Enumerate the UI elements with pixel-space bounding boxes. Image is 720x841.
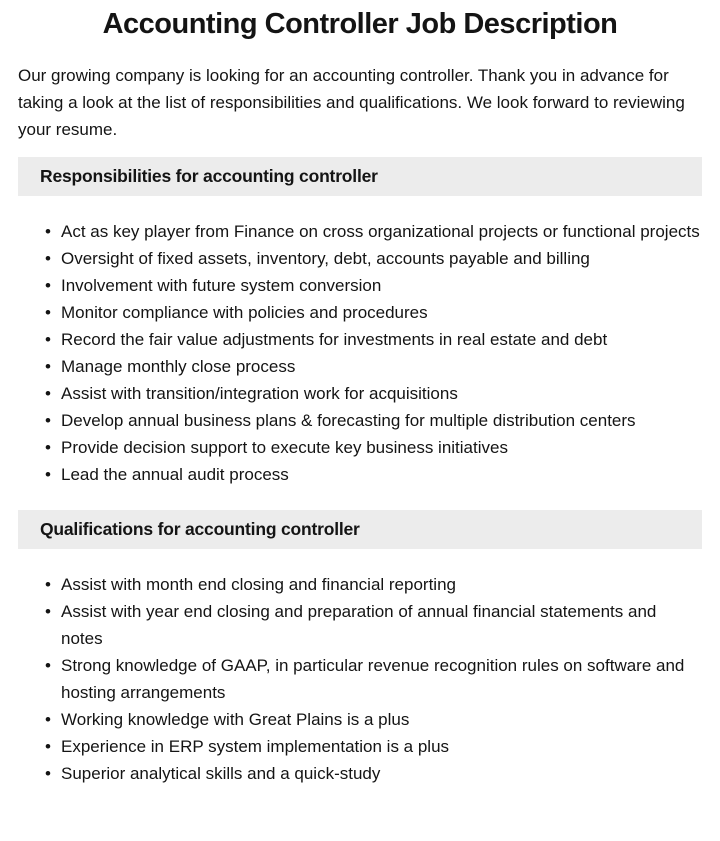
- list-item: • Strong knowledge of GAAP, in particular revenue recognition rules on software and hosting arrangements: [61, 652, 702, 706]
- list-item: • Involvement with future system conversion: [61, 272, 702, 299]
- intro-paragraph: Our growing company is looking for an accounting controller. Thank you in advance for taking a look at the list of responsibilities and qualifications. We look forward to reviewing your resume.: [18, 66, 685, 139]
- list-item: • Oversight of fixed assets, inventory, debt, accounts payable and billing: [61, 245, 702, 272]
- qualifications-list: [18, 549, 702, 809]
- list-item: • Develop annual business plans & forecasting for multiple distribution centers: [61, 407, 702, 434]
- list-item: • Assist with month end closing and financial reporting: [61, 571, 702, 598]
- responsibilities-list: [18, 196, 702, 510]
- list-item: • Assist with transition/integration work for acquisitions: [61, 380, 702, 407]
- list-item: • Working knowledge with Great Plains is a plus: [61, 706, 702, 733]
- list-item: • Experience in ERP system implementation is a plus: [61, 733, 702, 760]
- section-header-responsibilities-label: Responsibilities for accounting controller: [40, 166, 378, 186]
- list-item: • Assist with year end closing and preparation of annual financial statements and notes: [61, 598, 702, 652]
- list-item: • Lead the annual audit process: [61, 461, 702, 488]
- list-item: • Monitor compliance with policies and procedures: [61, 299, 702, 326]
- section-header-qualifications: [18, 510, 702, 549]
- list-item: • Superior analytical skills and a quick-study: [61, 760, 702, 787]
- list-item: • Manage monthly close process: [61, 353, 702, 380]
- section-header-qualifications-label: Qualifications for accounting controller: [40, 519, 360, 539]
- list-item: • Provide decision support to execute key business initiatives: [61, 434, 702, 461]
- page-title: Accounting Controller Job Description: [102, 8, 618, 40]
- list-item: • Record the fair value adjustments for investments in real estate and debt: [61, 326, 702, 353]
- section-header-responsibilities: [18, 157, 702, 196]
- list-item: • Act as key player from Finance on cross organizational projects or functional projects: [61, 218, 702, 245]
